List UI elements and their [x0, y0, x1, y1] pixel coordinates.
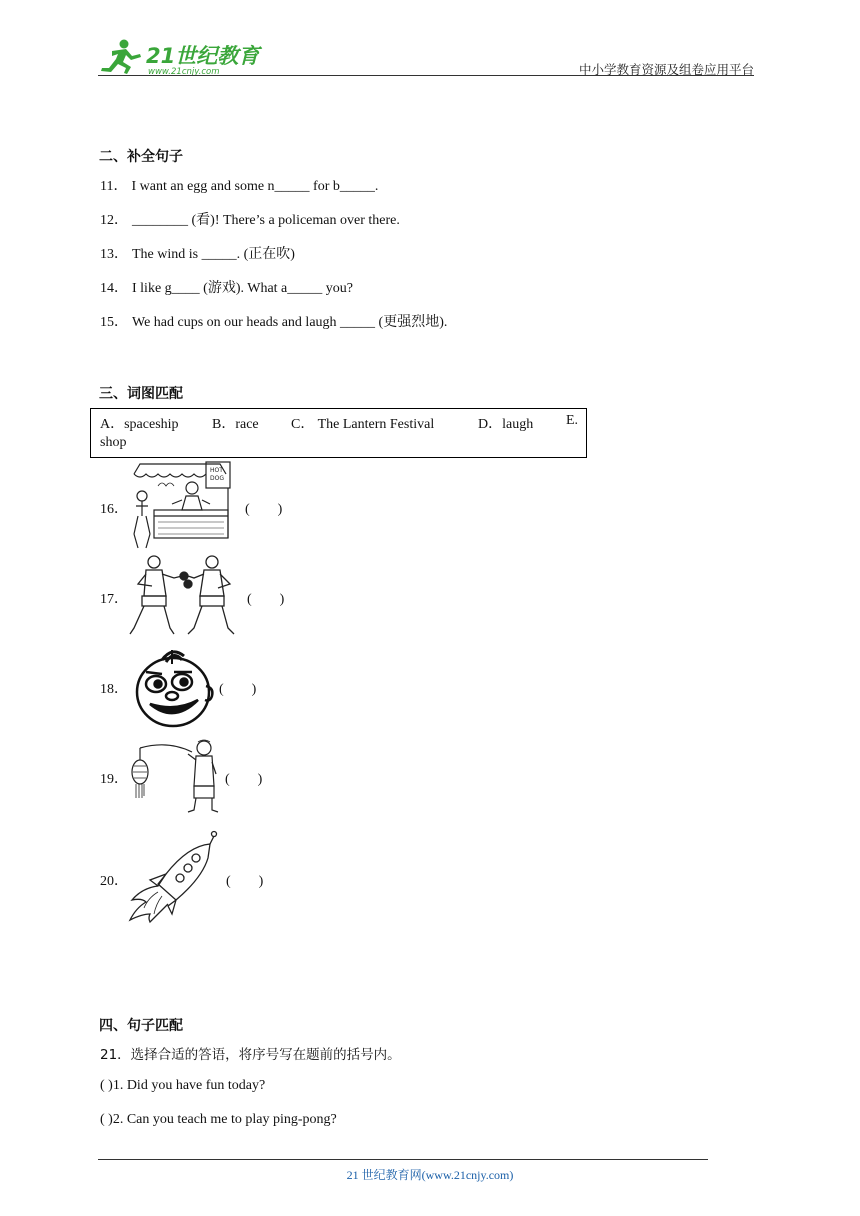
logo-title: 21世纪教育	[146, 44, 260, 68]
option-e-word: shop	[100, 435, 127, 450]
section-title-fill-in: 二、补全句子	[99, 149, 183, 165]
question-number: 14．	[100, 281, 128, 296]
question-text: We had cups on our heads and laugh _____ (更强烈地).	[132, 315, 448, 330]
header-platform-text: 中小学教育资源及组卷应用平台	[578, 62, 754, 77]
logo-url: www.21cnjy.com	[148, 67, 220, 77]
rocket-icon	[128, 828, 222, 924]
item-16-number: 16．	[100, 502, 128, 517]
svg-text:HOT: HOT	[210, 467, 223, 474]
svg-text:DOG: DOG	[210, 475, 224, 482]
question-21-intro: 21．选择合适的答语，将序号写在题前的括号内。	[100, 1047, 401, 1063]
item-19-number: 19．	[100, 772, 128, 787]
boxing-race-icon	[128, 554, 240, 638]
answer-paren-18[interactable]: ( )	[219, 682, 257, 697]
option-d: D．laugh	[478, 417, 534, 432]
item-18-number: 18．	[100, 682, 128, 697]
item-17-number: 17．	[100, 592, 128, 607]
answer-paren-20[interactable]: ( )	[226, 874, 264, 889]
answer-paren-17[interactable]: ( )	[247, 592, 285, 607]
question-15	[100, 311, 447, 331]
answer-paren-19[interactable]: ( )	[225, 772, 263, 787]
laughing-face-icon	[132, 642, 214, 730]
question-number: 13．	[100, 247, 128, 262]
header-divider	[98, 75, 754, 76]
question-number: 12．	[100, 213, 128, 228]
option-e: E.	[566, 413, 579, 428]
question-14	[100, 277, 353, 297]
match-line-1: ( )1. Did you have fun today?	[100, 1078, 266, 1093]
question-text: ________ (看)! There’s a policeman over there.	[132, 213, 400, 228]
question-text: I like g____ (游戏). What a_____ you?	[132, 281, 353, 296]
question-text: The wind is _____. (正在吹)	[132, 247, 295, 262]
question-text: I want an egg and some n_____ for b_____.	[131, 179, 379, 194]
site-logo	[96, 36, 260, 78]
lantern-child-icon	[128, 738, 218, 816]
question-12	[100, 209, 400, 229]
section-title-word-picture: 三、词图匹配	[99, 386, 183, 402]
word-options-box	[90, 408, 587, 458]
option-b: B．race	[212, 417, 259, 432]
footer-site-link[interactable]: 21 世纪教育网(www.21cnjy.com)	[346, 1168, 514, 1182]
item-20-number: 20．	[100, 874, 128, 889]
footer-divider	[98, 1159, 708, 1160]
answer-paren-16[interactable]: ( )	[245, 502, 283, 517]
hot-dog-shop-icon	[128, 460, 232, 550]
section-title-sentence-match: 四、句子匹配	[99, 1018, 183, 1034]
match-line-2: ( )2. Can you teach me to play ping-pong?	[100, 1112, 337, 1127]
question-number: 15．	[100, 315, 128, 330]
option-c: C． The Lantern Festival	[291, 417, 435, 432]
option-a: A．spaceship	[100, 417, 179, 432]
question-number: 11．	[100, 179, 128, 194]
question-13	[100, 243, 295, 263]
question-11	[100, 175, 378, 195]
